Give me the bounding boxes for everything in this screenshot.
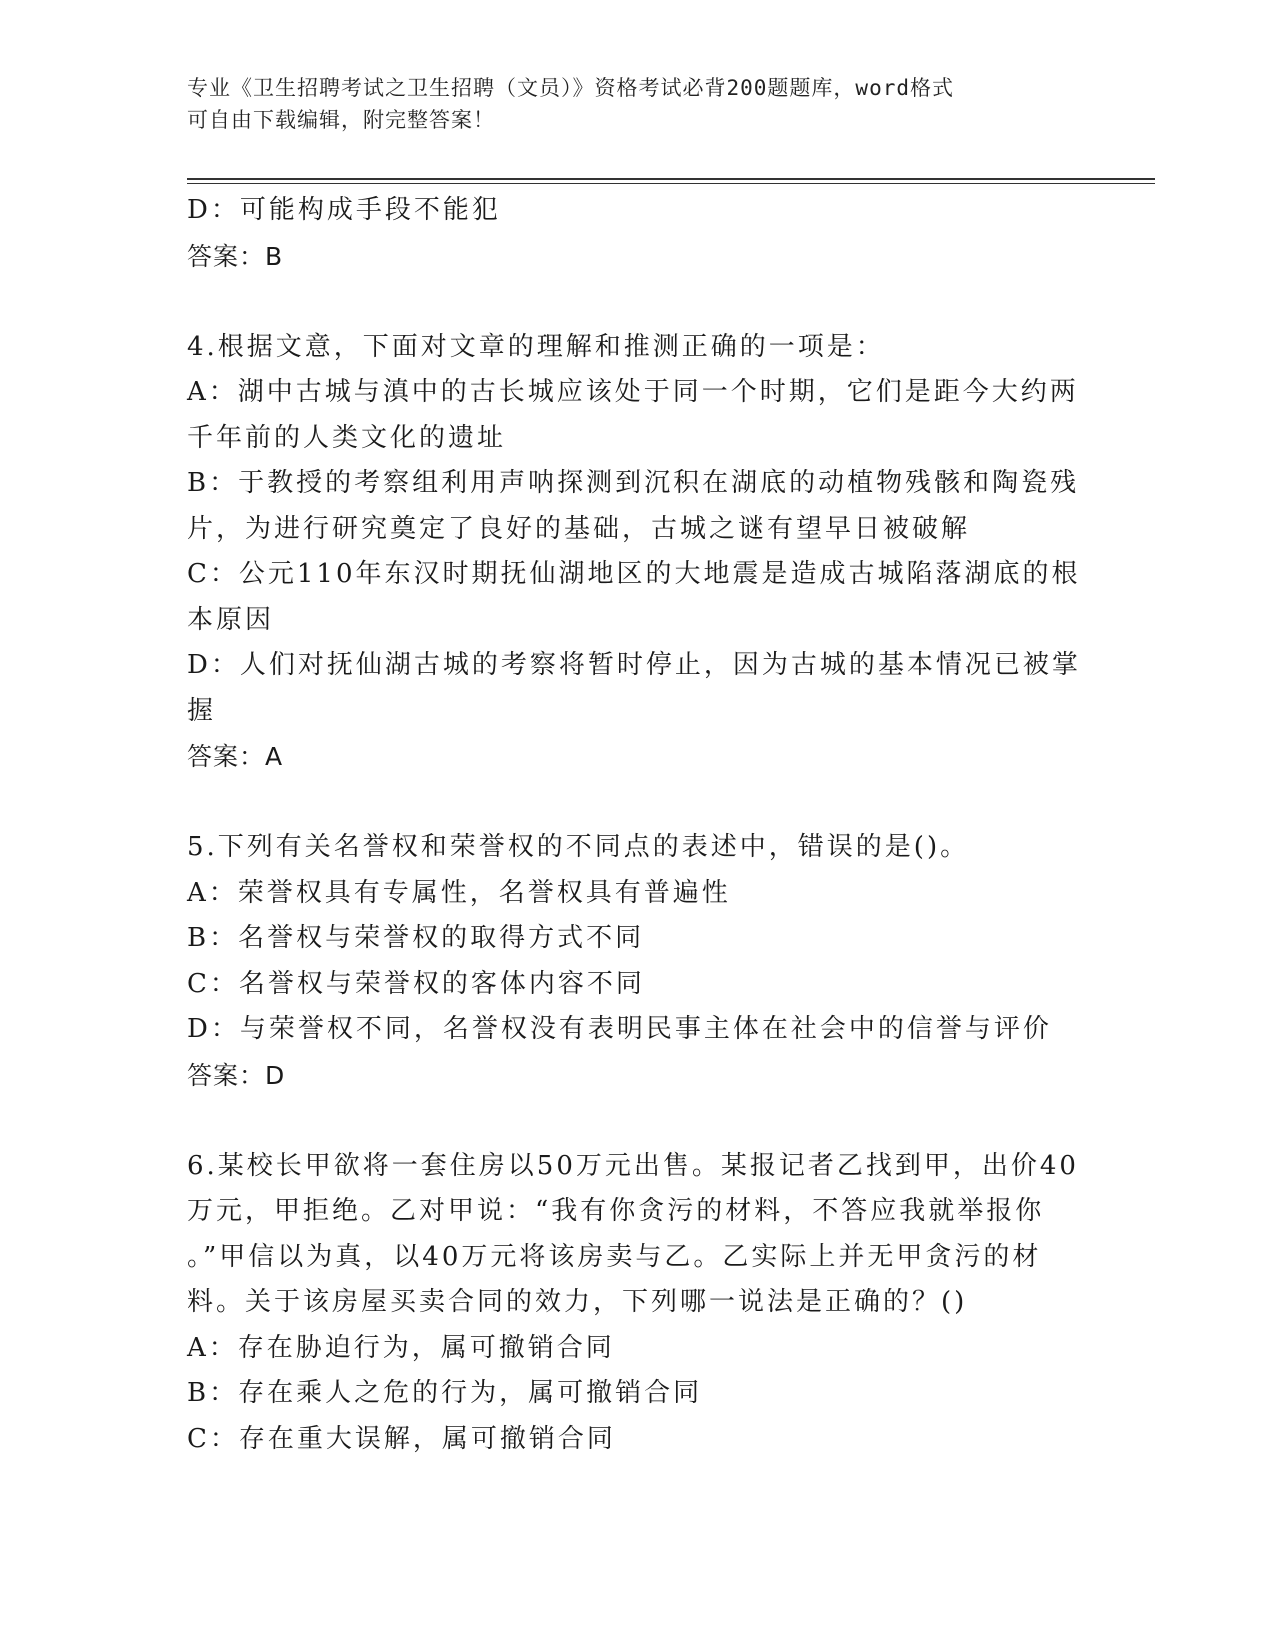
q6-stem-line2: 万元，甲拒绝。乙对甲说：“我有你贪污的材料，不答应我就举报你	[187, 1196, 1045, 1226]
q5-option-d: D：与荣誉权不同，名誉权没有表明民事主体在社会中的信誉与评价	[187, 1014, 1052, 1044]
q4-answer: 答案：A	[187, 742, 284, 771]
q5-option-a: A：荣誉权具有专属性，名誉权具有普遍性	[187, 877, 731, 908]
document-header	[187, 72, 1067, 136]
q4-option-d-line2: 握	[187, 695, 217, 726]
spacer	[187, 1098, 1087, 1144]
header-line-2: 可自由下载编辑，附完整答案！	[187, 108, 495, 132]
q4-option-a-line2: 千年前的人类文化的遗址	[187, 422, 507, 453]
q6-stem-line1: 6.某校长甲欲将一套住房以50万元出售。某报记者乙找到甲，出价40	[187, 1150, 1079, 1181]
header-rule-thick	[187, 178, 1155, 180]
q6-stem-line3: 。”甲信以为真，以40万元将该房卖与乙。乙实际上并无甲贪污的材	[187, 1241, 1042, 1272]
q4-option-d-line1: D：人们对抚仙湖古城的考察将暂时停止，因为古城的基本情况已被掌	[187, 650, 1081, 680]
q4-option-b-line2: 片，为进行研究奠定了良好的基础，古城之谜有望早日被破解	[187, 513, 971, 544]
q4-stem: 4.根据文意，下面对文章的理解和推测正确的一项是：	[187, 331, 885, 362]
q6-option-a: A：存在胁迫行为，属可撤销合同	[187, 1332, 615, 1363]
q6-option-b: B：存在乘人之危的行为，属可撤销合同	[187, 1378, 703, 1408]
q5-option-b: B：名誉权与荣誉权的取得方式不同	[187, 923, 645, 953]
header-rule-thin	[187, 183, 1155, 184]
q6-option-c: C：存在重大误解，属可撤销合同	[187, 1423, 616, 1454]
q5-option-c: C：名誉权与荣誉权的客体内容不同	[187, 968, 645, 999]
q3-answer: 答案：B	[187, 241, 284, 271]
q6-stem-line4: 料。关于该房屋买卖合同的效力，下列哪一说法是正确的？()	[187, 1287, 968, 1317]
document-body	[187, 188, 1087, 1462]
q4-option-a-line1: A：湖中古城与滇中的古长城应该处于同一个时期，它们是距今大约两	[187, 377, 1079, 407]
q4-option-b-line1: B：于教授的考察组利用声呐探测到沉积在湖底的动植物残骸和陶瓷残	[187, 468, 1080, 498]
q5-stem: 5.下列有关名誉权和荣誉权的不同点的表述中，错误的是()。	[187, 832, 970, 862]
spacer	[187, 780, 1087, 826]
header-line-1: 专业《卫生招聘考试之卫生招聘（文员）》资格考试必背200题题库，word格式	[187, 76, 954, 100]
q4-option-c-line1: C：公元110年东汉时期抚仙湖地区的大地震是造成古城陷落湖底的根	[187, 559, 1081, 589]
q4-option-c-line2: 本原因	[187, 604, 275, 635]
q3-option-d: D：可能构成手段不能犯	[187, 195, 501, 225]
spacer	[187, 279, 1087, 325]
q5-answer: 答案：D	[187, 1060, 286, 1090]
